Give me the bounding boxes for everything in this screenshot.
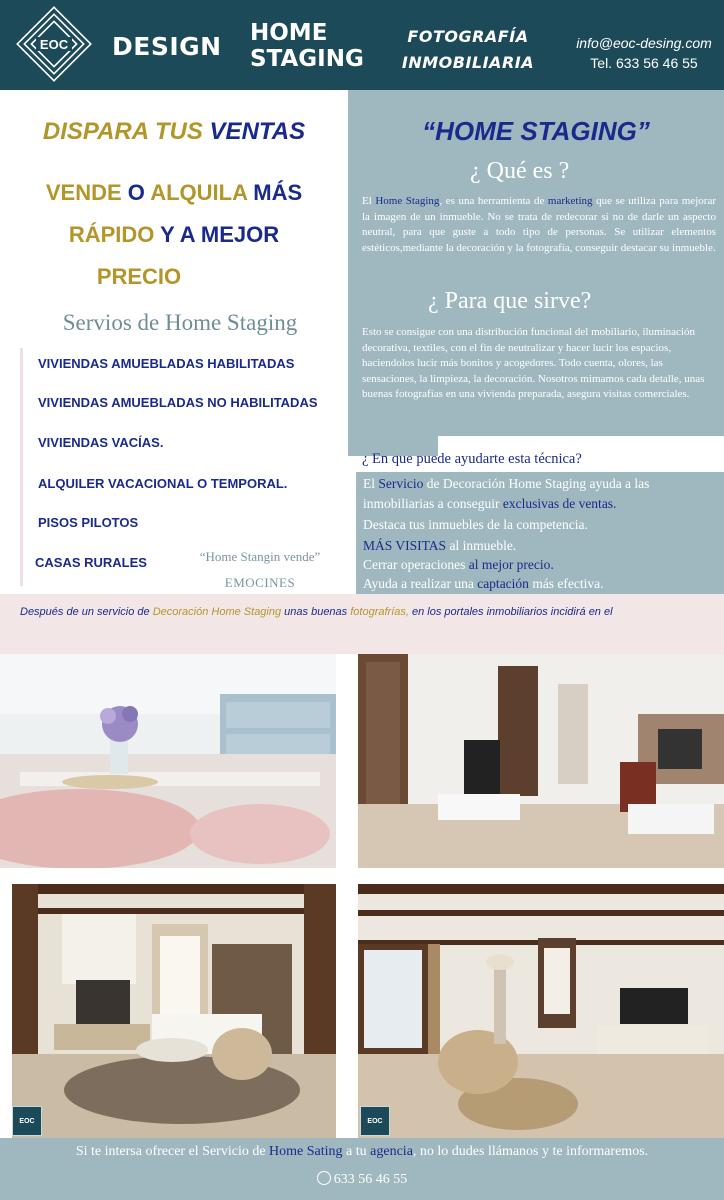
text-run: marketing	[547, 195, 593, 207]
email-link[interactable]: info@eoc-desing.com	[576, 35, 712, 51]
sub-word: VENDE	[45, 180, 122, 205]
brand-home-staging	[250, 20, 364, 72]
sub-word: MÁS	[253, 180, 303, 205]
text-run: Ayuda a realizar una	[363, 576, 474, 591]
watermark-logo: EOC	[12, 1106, 42, 1136]
subheadline	[10, 172, 338, 298]
fotografia-line2: INMOBILIARIA	[401, 53, 535, 72]
brand-design: DESIGN	[112, 32, 222, 61]
services-title: Servios de Home Staging	[62, 310, 298, 335]
service-item: PISOS PILOTOS	[38, 515, 139, 530]
headline-part1: DISPARA TUS	[42, 118, 203, 145]
band-text	[20, 606, 613, 618]
sub-word: RÁPIDO	[68, 222, 155, 247]
text-run: a tu	[346, 1144, 367, 1159]
question-help: ¿ En que puede ayudarte esta técnica?	[362, 451, 582, 467]
text-run: al mejor precio.	[468, 557, 554, 572]
service-item: VIVIENDAS AMUEBLADAS NO HABILITADAS	[38, 395, 318, 410]
quote: “Home Stangin vende”	[199, 549, 321, 564]
text-run: Home Staging	[375, 195, 440, 207]
text-run: unas buenas	[284, 606, 348, 618]
text-run: fotografrías,	[350, 606, 409, 618]
text-run: más efectiva.	[532, 576, 604, 591]
text-run: MÁS VISITAS	[363, 538, 447, 553]
home-staging-line1: HOME	[250, 20, 328, 46]
text-run: de Decoración Home Staging ayuda a las	[426, 476, 650, 491]
contact-block	[566, 33, 722, 73]
sub-word: ALQUILA	[150, 180, 248, 205]
help-line	[363, 576, 604, 592]
text-run: El	[362, 195, 372, 207]
headline	[10, 118, 338, 146]
text-run: El	[363, 476, 375, 491]
footer-phone	[0, 1171, 724, 1188]
footer-text	[0, 1144, 724, 1160]
text-run: exclusivas de ventas.	[502, 496, 617, 511]
service-item: CASAS RURALES	[35, 555, 147, 570]
help-line	[363, 496, 616, 512]
photo-living-fireplace	[12, 884, 336, 1140]
photo-decor-image	[0, 654, 336, 868]
brand-fotografia	[396, 24, 540, 76]
help-line	[363, 476, 649, 492]
help-line	[363, 538, 516, 554]
fotografia-line1: FOTOGRAFÍA	[407, 27, 529, 46]
divider-line	[456, 436, 724, 438]
text-run: agencia	[370, 1144, 413, 1159]
text-run: Servicio	[378, 476, 424, 491]
svg-text:EOC: EOC	[39, 37, 69, 52]
text-run: , es una herramienta de	[439, 195, 545, 207]
paragraph-what	[362, 194, 716, 256]
text-run: inmobiliarias a conseguir	[363, 496, 500, 511]
eoc-logo	[14, 4, 94, 84]
phone-text: Tel. 633 56 46 55	[590, 55, 698, 71]
text-run: Decoración Home Staging	[152, 606, 282, 618]
sub-word: PRECIO	[96, 264, 182, 289]
home-staging-line2: STAGING	[250, 46, 364, 72]
sub-word: Y A MEJOR	[160, 222, 280, 247]
footer-phone-number[interactable]: 633 56 46 55	[333, 1172, 408, 1187]
service-item: VIVIENDAS AMUEBLADAS HABILITADAS	[38, 356, 295, 371]
question-purpose: ¿ Para que sirve?	[428, 288, 592, 314]
photo-living-tv-image	[358, 654, 724, 868]
help-line	[363, 557, 554, 573]
photo-living-tv	[358, 654, 724, 868]
sub-word: O	[127, 180, 145, 205]
photo-living-large-image	[358, 884, 724, 1140]
text-run: Después de un servicio de	[20, 606, 150, 618]
whatsapp-icon	[317, 1171, 331, 1185]
panel-title: “HOME STAGING”	[422, 116, 650, 146]
text-run: Si te intersa ofrecer el Servicio de	[75, 1144, 266, 1159]
text-run: que se utiliza para mejorar la imagen de un inmueble. No se trata de redecorar si no de darle un aspecto neutral, para que guste a todo tipo de personas. Se utilizar elementos estéticos,mediante la decoración y la fotografía, conseguir destacar su inmueble.	[362, 195, 717, 254]
text-run: captación	[477, 576, 529, 591]
text-run: , no lo dudes llámanos y te informaremos.	[412, 1144, 649, 1159]
text-run: Cerrar operaciones	[363, 557, 466, 572]
question-what: ¿ Qué es ?	[470, 158, 570, 184]
headline-part2: VENTAS	[209, 118, 306, 145]
text-run: Home Sating	[269, 1144, 343, 1159]
paragraph-purpose: Esto se consigue con una distribución funcional del mobiliario, iluminación decorativa, textiles, con el fin de neutralizar y hacer lucir los espacios, haciendolos lucir más bonitos y acogedores. Todo cuenta, olores, las sensaciones, la limpieza, la decoración. Nosotros mimamos cada detalle, unas buenas fotografías en una vivienda preparada, asegura visitas comerciales.	[362, 326, 705, 401]
quote-emociones: EMOCINES	[224, 575, 296, 590]
service-item: ALQUILER VACACIONAL O TEMPORAL.	[38, 476, 288, 491]
text-run: al inmueble.	[449, 538, 517, 553]
service-item: VIVIENDAS VACÍAS.	[38, 435, 164, 450]
help-line: Destaca tus inmuebles de la competencia.	[363, 517, 588, 532]
watermark-logo: EOC	[360, 1106, 390, 1136]
photo-decor	[0, 654, 336, 868]
info-band	[0, 594, 724, 654]
photo-fireplace-image	[12, 884, 336, 1140]
photo-living-large	[358, 884, 724, 1140]
text-run: en los portales inmobiliarios incidirá en el	[412, 606, 613, 618]
